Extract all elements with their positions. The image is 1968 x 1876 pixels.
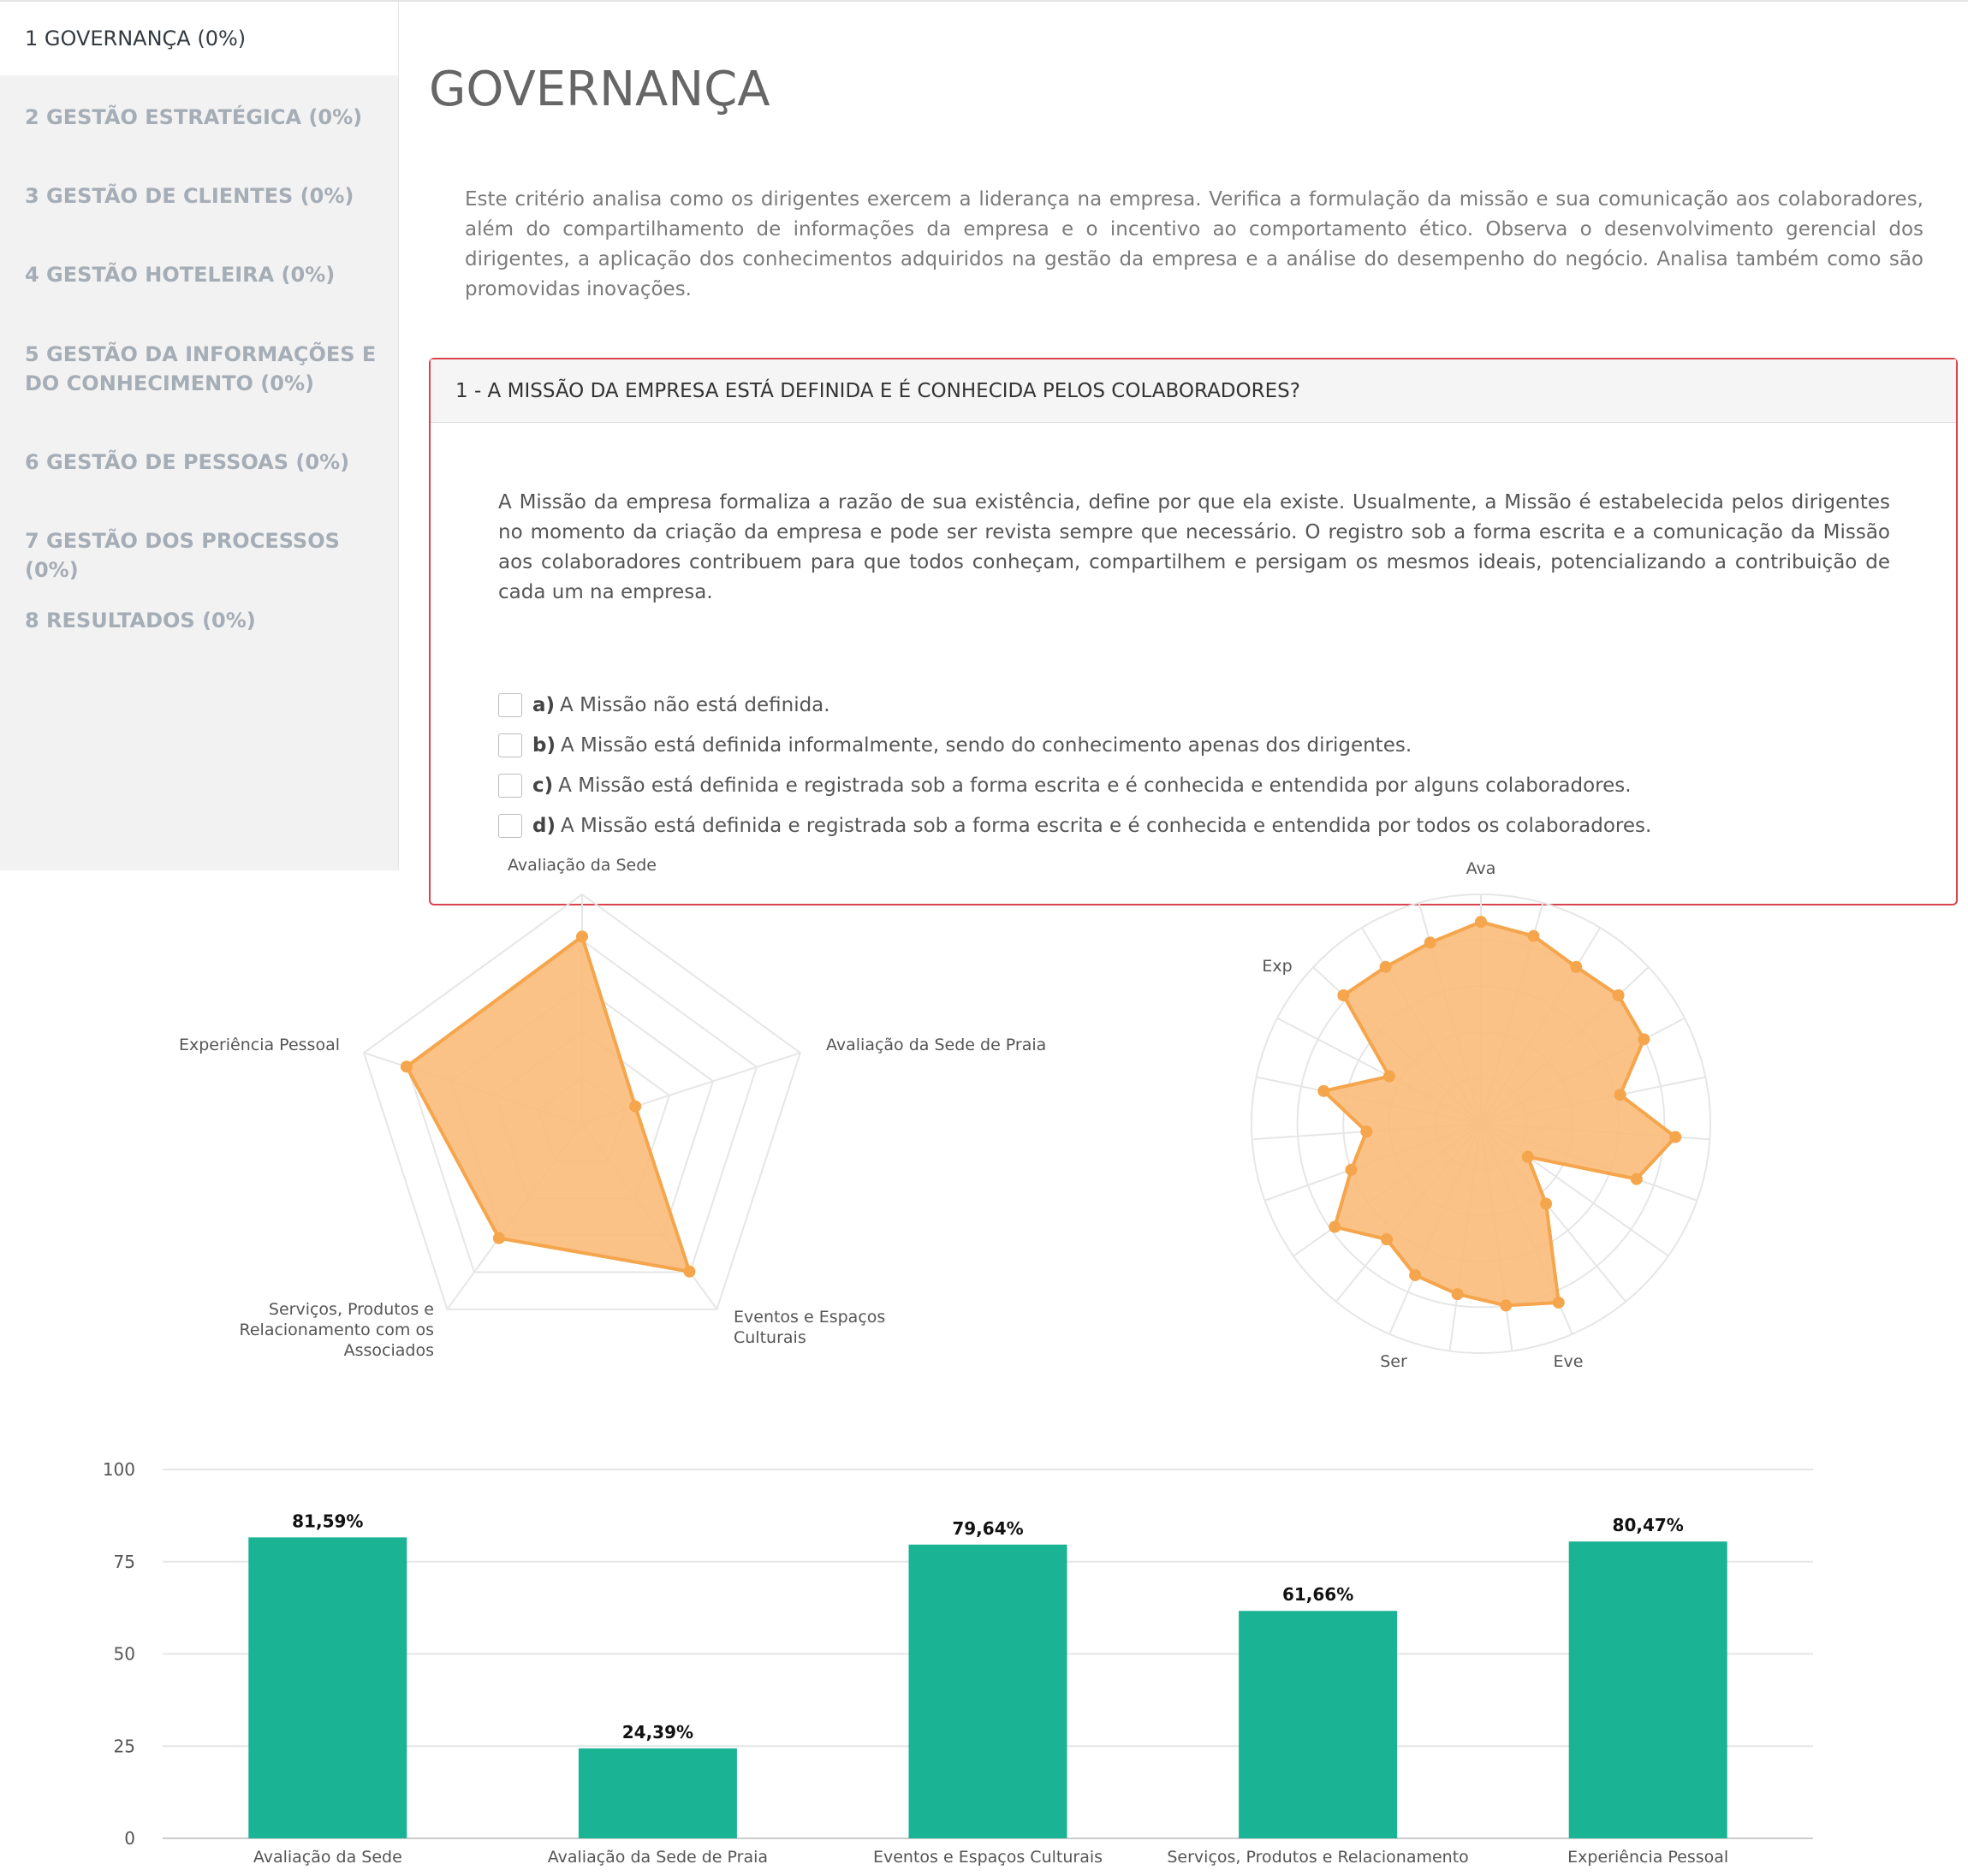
radar-point xyxy=(576,930,588,942)
radar-category-label-line: Avaliação da Sede de Praia xyxy=(826,1036,1047,1054)
radar-point xyxy=(1345,1164,1357,1176)
criterion-description: Este critério analisa como os dirigentes exercem a liderança na empresa. Verifica a formulação da missão e sua comunicação aos colaboradores, além do compartilhamento de informações da empresa e o incentivo ao comportamento ético. Observa o desenvolvimento gerencial dos dirigentes, a aplicação dos conhecimentos adquiridos na gestão da empresa e a análise do desempenho do negócio. Analisa também como são promovidas inovações. xyxy=(465,188,1923,300)
radar-category-label: Ava xyxy=(1466,859,1496,878)
bar-data-label: 24,39% xyxy=(621,1721,694,1742)
page-title: GOVERNANÇA xyxy=(429,62,770,117)
sidebar xyxy=(0,2,399,870)
sidebar-item-gestao-estrategica[interactable]: 2 GESTÃO ESTRATÉGICA (0%) xyxy=(25,105,363,129)
radar-category-label: Ser xyxy=(1380,1352,1407,1371)
radar-point xyxy=(1381,1233,1393,1245)
radar-point xyxy=(1500,1299,1512,1311)
radar-point xyxy=(401,1060,413,1072)
bar-chart-scores xyxy=(86,1438,1849,1866)
option-letter: c) xyxy=(532,775,554,797)
radar-point xyxy=(1669,1131,1681,1143)
radar-chart-categories xyxy=(128,856,1156,1399)
bar xyxy=(248,1537,407,1838)
radar-point xyxy=(1424,936,1436,948)
radar-category-label-line: Serviços, Produtos e xyxy=(268,1300,434,1319)
bar-y-tick-label: 75 xyxy=(113,1551,135,1572)
sidebar-item-gestao-informacoes[interactable]: 5 GESTÃO DA INFORMAÇÕES E DO CONHECIMENTO (0%) xyxy=(25,342,377,395)
radar-series-area xyxy=(1323,922,1675,1305)
bar-category-label: Avaliação da Sede de Praia xyxy=(547,1848,769,1867)
option-text: A Missão não está definida. xyxy=(560,694,830,716)
bar xyxy=(1239,1611,1397,1838)
top-ui xyxy=(0,0,1968,869)
radar-point xyxy=(1383,1071,1395,1083)
radar-point xyxy=(1614,1089,1626,1101)
radar-point xyxy=(1317,1085,1329,1097)
radar-point xyxy=(1452,1288,1464,1300)
option-b-checkbox[interactable] xyxy=(498,733,522,757)
radar-point xyxy=(1522,1151,1534,1163)
bar-data-label: 61,66% xyxy=(1281,1584,1354,1606)
option-d-checkbox[interactable] xyxy=(498,814,522,838)
radar-category-label-line: Eventos e Espaços xyxy=(734,1308,886,1327)
radar-category-label-line: Culturais xyxy=(734,1328,806,1347)
radar-point xyxy=(1570,961,1582,973)
radar-point xyxy=(1409,1269,1421,1281)
option-text: A Missão está definida informalmente, sendo do conhecimento apenas dos dirigentes. xyxy=(560,734,1412,757)
bar xyxy=(1569,1541,1727,1838)
sidebar-item-gestao-clientes[interactable]: 3 GESTÃO DE CLIENTES (0%) xyxy=(25,184,354,208)
option-c[interactable] xyxy=(498,772,1632,799)
bar-category-label: Experiência Pessoal xyxy=(1567,1848,1729,1867)
question-panel xyxy=(429,358,1958,905)
radar-point xyxy=(1638,1033,1650,1045)
bar-category-label: Serviços, Produtos e Relacionamento xyxy=(1167,1848,1469,1867)
radar-point xyxy=(1631,1173,1643,1185)
option-a[interactable] xyxy=(498,692,830,719)
bar-y-tick-label: 0 xyxy=(124,1828,135,1849)
radar-category-label: Eve xyxy=(1553,1352,1584,1371)
radar-point xyxy=(629,1101,641,1113)
option-d[interactable] xyxy=(498,812,1651,840)
radar-category-label xyxy=(240,1300,435,1360)
bar-data-label: 79,64% xyxy=(952,1517,1024,1539)
bar-y-tick-label: 100 xyxy=(102,1459,135,1480)
radar-category-label: Exp xyxy=(1262,957,1293,976)
radar-point xyxy=(1380,961,1392,973)
radar-point xyxy=(1337,989,1349,1001)
sidebar-item-governanca[interactable]: 1 GOVERNANÇA (0%) xyxy=(0,2,398,75)
radar-point xyxy=(1329,1221,1341,1233)
radar-point xyxy=(493,1232,505,1244)
bar-y-tick-label: 25 xyxy=(113,1736,135,1757)
bar xyxy=(579,1748,737,1838)
radar-point xyxy=(1475,916,1487,928)
radar-category-label-line: Associados xyxy=(343,1341,434,1360)
option-letter: a) xyxy=(532,694,556,716)
bar-data-label: 81,59% xyxy=(292,1511,364,1532)
option-text: A Missão está definida e registrada sob a forma escrita e é conhecida e entendida por todos os colaboradores. xyxy=(560,815,1652,837)
option-letter: b) xyxy=(532,734,556,757)
radar-category-label-line: Avaliação da Sede xyxy=(508,856,657,875)
radar-category-label xyxy=(826,1036,1046,1054)
radar-category-label-line: Relacionamento com os xyxy=(239,1321,434,1339)
option-letter: d) xyxy=(532,815,556,837)
radar-category-label xyxy=(508,856,657,875)
sidebar-item-gestao-pessoas[interactable]: 6 GESTÃO DE PESSOAS (0%) xyxy=(25,450,350,474)
radar-point xyxy=(1613,989,1625,1001)
radar-point xyxy=(1553,1297,1565,1309)
sidebar-item-resultados[interactable]: 8 RESULTADOS (0%) xyxy=(25,609,256,632)
option-c-checkbox[interactable] xyxy=(498,774,522,798)
bar-category-label: Avaliação da Sede xyxy=(253,1848,402,1867)
bar-category-label: Eventos e Espaços Culturais xyxy=(872,1848,1103,1867)
bar-y-tick-label: 50 xyxy=(113,1643,135,1665)
radar-point xyxy=(1540,1198,1552,1210)
bar xyxy=(909,1545,1067,1838)
radar-category-label xyxy=(734,1308,885,1347)
sidebar-item-gestao-processos[interactable]: 7 GESTÃO DOS PROCESSOS (0%) xyxy=(25,529,340,582)
option-text: A Missão está definida e registrada sob a forma escrita e é conhecida e entendida por alguns colaboradores. xyxy=(558,775,1632,797)
radar-point xyxy=(683,1266,695,1278)
radar-point xyxy=(1360,1125,1372,1137)
bar-data-label: 80,47% xyxy=(1612,1515,1684,1536)
question-header[interactable]: 1 - A MISSÃO DA EMPRESA ESTÁ DEFINIDA E É CONHECIDA PELOS COLABORADORES? xyxy=(431,359,1956,423)
option-a-checkbox[interactable] xyxy=(498,693,522,717)
radar-chart-detailed xyxy=(1181,859,1781,1399)
option-b[interactable] xyxy=(498,732,1412,759)
question-description: A Missão da empresa formaliza a razão de sua existência, define por que ela existe. Usualmente, a Missão é estabelecida pelos dirigentes no momento da criação da empresa e pode ser revista sempre que necessário. O registro sob a forma escrita e a comunicação da Missão aos colaboradores contribuem para que todos conheçam, compartilhem e persigam os mesmos ideais, potencializando a contribuição de cada um na empresa. xyxy=(498,491,1890,603)
sidebar-item-gestao-hoteleira[interactable]: 4 GESTÃO HOTELEIRA (0%) xyxy=(25,263,336,287)
radar-category-label-line: Experiência Pessoal xyxy=(178,1036,340,1054)
radar-category-label xyxy=(179,1036,340,1054)
radar-point xyxy=(1527,930,1539,942)
